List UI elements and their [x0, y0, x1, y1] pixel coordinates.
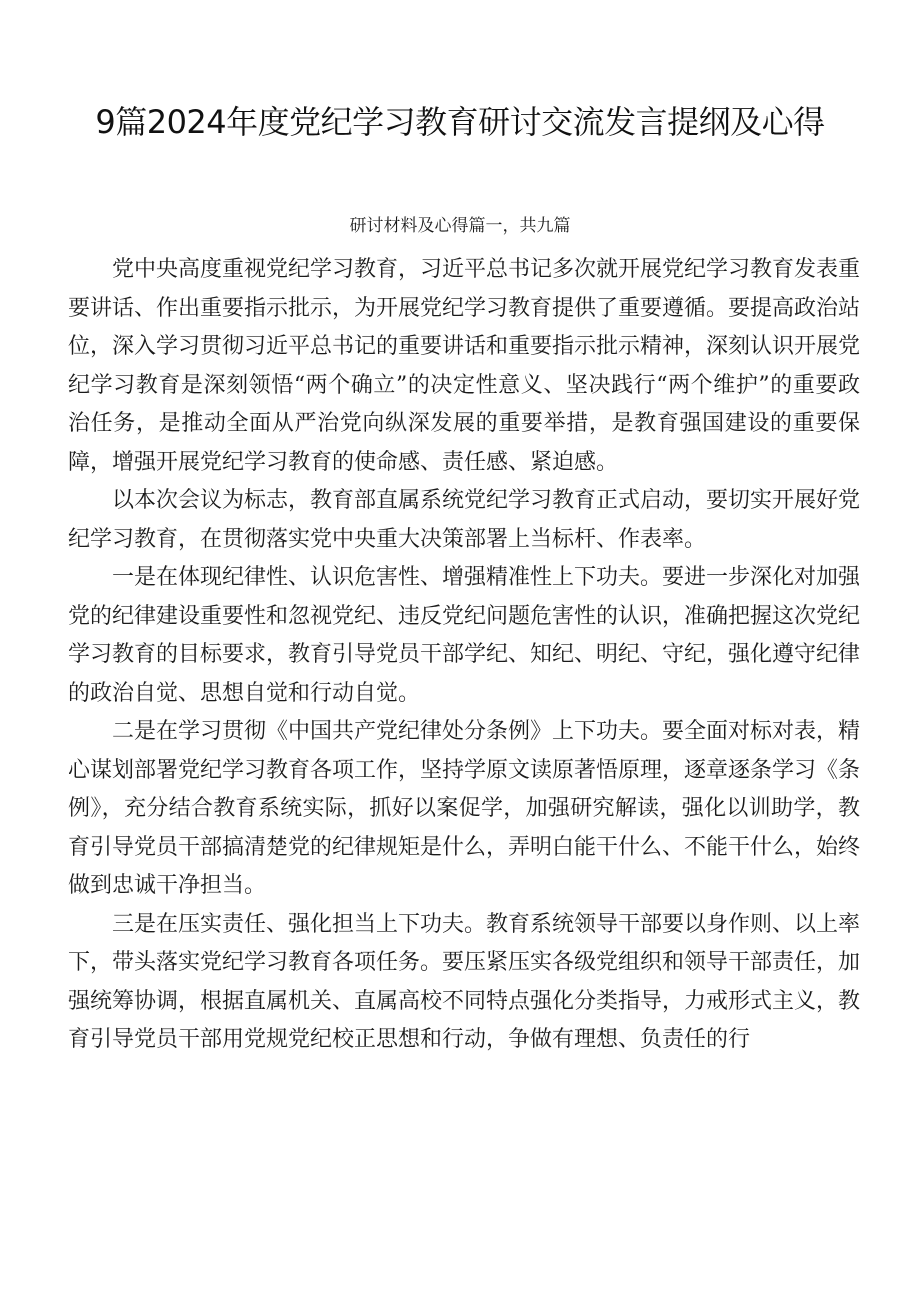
document-title: 9篇2024年度党纪学习教育研讨交流发言提纲及心得	[95, 103, 825, 141]
body-paragraph: 三是在压实责任、强化担当上下功夫。教育系统领导干部要以身作则、以上率下，带头落实党纪学习教育各项任务。要压紧压实各级党组织和领导干部责任，加强统筹协调，根据直属机关、直属高校不同特点强化分类指导，力戒形式主义，教育引导党员干部用党规党纪校正思想和行动，争做有理想、负责任的行	[68, 911, 861, 1052]
body-paragraph: 二是在学习贯彻《中国共产党纪律处分条例》上下功夫。要全面对标对表，精心谋划部署党纪学习教育各项工作，坚持学原文读原著悟原理，逐章逐条学习《条例》，充分结合教育系统实际，抓好以案促学，加强研究解读，强化以训助学，教育引导党员干部搞清楚党的纪律规矩是什么，弄明白能干什么、不能干什么，始终做到忠诚干净担当。	[68, 719, 861, 898]
body-paragraph: 党中央高度重视党纪学习教育，习近平总书记多次就开展党纪学习教育发表重要讲话、作出重要指示批示，为开展党纪学习教育提供了重要遵循。要提高政治站位，深入学习贯彻习近平总书记的重要讲话和重要指示批示精神，深刻认识开展党纪学习教育是深刻领悟“两个确立”的决定性意义、坚决践行“两个维护”的重要政治任务，是推动全面从严治党向纵深发展的重要举措，是教育强国建设的重要保障，增强开展党纪学习教育的使命感、责任感、紧迫感。	[68, 257, 861, 475]
body-paragraph: 一是在体现纪律性、认识危害性、增强精准性上下功夫。要进一步深化对加强党的纪律建设重要性和忽视党纪、违反党纪问题危害性的认识，准确把握这次党纪学习教育的目标要求，教育引导党员干部学纪、知纪、明纪、守纪，强化遵守纪律的政治自觉、思想自觉和行动自觉。	[68, 565, 861, 706]
document-subtitle: 研讨材料及心得篇一，共九篇	[349, 216, 571, 236]
body-paragraph: 以本次会议为标志，教育部直属系统党纪学习教育正式启动，要切实开展好党纪学习教育，在贯彻落实党中央重大决策部署上当标杆、作表率。	[68, 488, 861, 552]
document-body	[68, 251, 860, 1060]
